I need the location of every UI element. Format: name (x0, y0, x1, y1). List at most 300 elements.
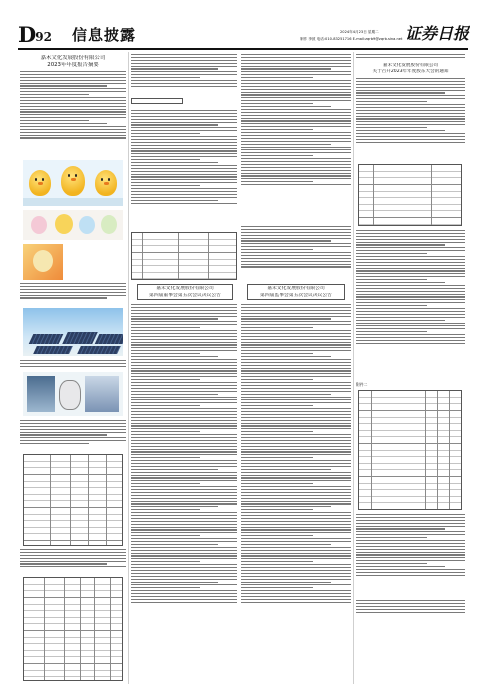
text-line (131, 428, 237, 429)
text-line (131, 388, 237, 389)
text-line (131, 425, 237, 426)
text-line (131, 150, 237, 151)
section-title: 信息披露 (72, 26, 137, 44)
text-line (241, 342, 351, 343)
text-line (241, 129, 313, 130)
text-line (131, 60, 237, 61)
page-number: 92 (35, 30, 52, 44)
text-line (241, 68, 331, 69)
text-line (241, 431, 313, 432)
text-line (356, 107, 465, 108)
text-line (356, 540, 465, 541)
text-line (131, 558, 237, 559)
text-line (131, 469, 218, 470)
text-line (356, 340, 465, 341)
text-line (20, 137, 126, 138)
text-line (356, 81, 465, 82)
text-line (131, 408, 237, 409)
text-line (20, 135, 126, 136)
text-line (131, 373, 237, 374)
text-line (131, 353, 200, 354)
board-resolution-text (131, 304, 237, 682)
text-line (241, 544, 331, 545)
text-line (131, 602, 237, 603)
text-line (241, 555, 351, 556)
text-line (131, 159, 200, 160)
text-line (131, 567, 237, 568)
text-line (356, 325, 465, 326)
text-line (241, 226, 351, 227)
text-line (131, 339, 237, 340)
text-line (131, 515, 237, 516)
text-line (131, 197, 237, 198)
editor-contact: 制作 李波 电话:010-83251716 E-mail:zqrb9@zqrb.sina.net (300, 37, 403, 41)
text-line (20, 561, 126, 562)
text-line (241, 579, 351, 580)
board-resolution-title: 第四届董事会第五次会议决议公告 (149, 293, 221, 298)
text-line (241, 167, 351, 168)
text-line (131, 561, 200, 562)
text-line (131, 518, 237, 519)
text-line (241, 60, 351, 61)
text-line (241, 443, 351, 444)
text-line (356, 136, 465, 137)
text-line (241, 425, 351, 426)
text-line (241, 602, 351, 603)
text-line (241, 550, 351, 551)
text-line (241, 181, 313, 182)
right-column (356, 52, 465, 686)
text-line (356, 328, 465, 329)
text-line (356, 273, 465, 274)
text-line (241, 394, 331, 395)
text-line (241, 310, 351, 311)
text-line (131, 194, 237, 195)
supervisory-resolution-company: 嘉禾文化发展股份有限公司 (267, 286, 325, 291)
text-line (131, 466, 237, 467)
text-line (356, 262, 465, 263)
text-line (356, 259, 465, 260)
text-line (356, 57, 465, 58)
text-line (20, 129, 126, 130)
text-line (241, 92, 351, 93)
text-line (20, 77, 126, 78)
text-line (131, 437, 237, 438)
text-line (356, 233, 465, 234)
middle-column (131, 52, 351, 686)
text-line (131, 495, 237, 496)
text-line (131, 324, 237, 325)
text-line (241, 408, 351, 409)
text-line (241, 376, 351, 377)
column-divider (128, 52, 129, 684)
text-line (131, 344, 237, 345)
text-line (241, 330, 351, 331)
text-line (131, 68, 218, 69)
text-line (241, 350, 351, 351)
text-line (356, 557, 465, 558)
mascot-figures-photo (23, 160, 123, 206)
text-line (241, 229, 351, 230)
text-line (356, 142, 465, 143)
masthead-rule (18, 48, 468, 50)
report-summary-title: 2023年年度报告摘要 (47, 62, 99, 68)
text-line (241, 570, 351, 571)
text-line (20, 286, 126, 287)
text-line (131, 414, 237, 415)
text-line (131, 57, 237, 58)
text-line (241, 541, 351, 542)
text-line (241, 66, 351, 67)
text-line (356, 311, 465, 312)
text-line (20, 563, 107, 564)
text-line (20, 558, 126, 559)
text-line (20, 366, 126, 367)
text-line (20, 94, 89, 95)
page-code (18, 24, 52, 48)
text-line (356, 244, 445, 245)
mascot-toys-photo (23, 210, 123, 240)
text-line (241, 460, 351, 461)
text-line (131, 124, 218, 125)
text-line (356, 331, 427, 332)
text-line (356, 606, 465, 607)
qr-notice-box (131, 98, 183, 104)
text-line (241, 112, 351, 113)
text-line (241, 498, 351, 499)
text-line (131, 573, 237, 574)
text-line (131, 185, 200, 186)
text-line (131, 584, 237, 585)
text-line (356, 282, 445, 283)
text-line (131, 313, 237, 314)
text-line (241, 477, 351, 478)
text-line (356, 543, 465, 544)
text-line (241, 327, 313, 328)
text-line (131, 165, 237, 166)
text-line (356, 575, 465, 576)
text-line (356, 600, 465, 601)
newspaper-logo-text: 证券日报 (404, 24, 470, 43)
issue-date: 2024年4月23日 星期二 (340, 30, 379, 34)
text-line (241, 362, 351, 363)
text-line (241, 347, 351, 348)
text-line (131, 457, 200, 458)
proposals-table (358, 164, 462, 226)
text-line (131, 472, 237, 473)
text-line (20, 111, 126, 112)
report-summary-text-3 (20, 360, 126, 370)
text-line (356, 337, 465, 338)
text-line (241, 109, 351, 110)
text-line (241, 457, 313, 458)
text-line (241, 173, 351, 174)
text-line (131, 171, 237, 172)
text-line (356, 285, 465, 286)
middle-right-text (241, 54, 351, 222)
text-line (356, 87, 465, 88)
text-line (241, 155, 313, 156)
text-line (356, 566, 445, 567)
text-line (356, 95, 465, 96)
text-line (241, 344, 351, 345)
text-line (241, 576, 351, 577)
text-line (20, 126, 126, 127)
text-line (356, 296, 465, 297)
text-line (131, 148, 237, 149)
text-line (356, 546, 465, 547)
financial-data-table (23, 454, 123, 546)
text-line (356, 110, 465, 111)
text-line (131, 434, 237, 435)
text-line (131, 74, 237, 75)
text-line (241, 170, 351, 171)
text-line (356, 323, 465, 324)
text-line (241, 532, 351, 533)
text-line (131, 501, 237, 502)
text-line (131, 321, 237, 322)
text-line (20, 83, 126, 84)
text-line (131, 587, 200, 588)
text-line (241, 446, 351, 447)
text-line (356, 250, 465, 251)
text-line (356, 520, 465, 521)
text-line (131, 66, 237, 67)
text-line (131, 553, 237, 554)
text-line (241, 449, 351, 450)
text-line (131, 590, 237, 591)
text-line (241, 428, 351, 429)
column-divider (353, 52, 354, 684)
text-line (241, 77, 313, 78)
text-line (131, 394, 218, 395)
text-line (241, 365, 351, 366)
text-line (131, 446, 237, 447)
text-line (241, 356, 331, 357)
text-line (20, 440, 126, 441)
text-line (131, 54, 237, 55)
text-line (241, 147, 351, 148)
text-line (131, 555, 237, 556)
text-line (131, 130, 237, 131)
shareholder-table (23, 577, 123, 681)
text-line (241, 402, 351, 403)
text-line (131, 336, 237, 337)
text-line (131, 440, 237, 441)
text-line (131, 145, 237, 146)
text-line (131, 506, 218, 507)
text-line (241, 414, 351, 415)
text-line (241, 434, 351, 435)
proxy-voting-table (358, 390, 462, 510)
text-line (241, 529, 351, 530)
text-line (131, 347, 237, 348)
text-line (241, 451, 351, 452)
text-line (241, 120, 351, 121)
text-line (131, 133, 200, 134)
text-line (131, 492, 237, 493)
text-line (356, 537, 427, 538)
text-line (131, 376, 237, 377)
text-line (131, 532, 237, 533)
text-line (241, 582, 331, 583)
text-line (241, 152, 351, 153)
text-line (131, 463, 237, 464)
text-line (131, 443, 237, 444)
report-summary-text-4 (20, 420, 126, 452)
text-line (241, 475, 351, 476)
text-line (356, 230, 465, 231)
text-line (131, 191, 237, 192)
text-line (131, 509, 200, 510)
text-line (131, 122, 237, 123)
text-line (241, 463, 351, 464)
text-line (131, 116, 237, 117)
text-line (356, 291, 465, 292)
board-resolution-heading (137, 284, 233, 300)
text-line (20, 85, 107, 86)
text-line (356, 133, 465, 134)
text-line (241, 584, 351, 585)
text-line (356, 534, 465, 535)
text-line (241, 115, 351, 116)
text-line (131, 113, 237, 114)
text-line (131, 524, 237, 525)
text-line (241, 472, 351, 473)
text-line (131, 538, 237, 539)
middle-left-text (131, 110, 237, 230)
text-line (356, 572, 465, 573)
text-line (131, 136, 237, 137)
text-line (20, 97, 126, 98)
text-line (356, 549, 465, 550)
text-line (20, 292, 126, 293)
text-line (356, 279, 427, 280)
text-line (356, 78, 465, 79)
text-line (241, 437, 351, 438)
text-line (241, 501, 351, 502)
text-line (356, 302, 465, 303)
text-line (241, 454, 351, 455)
text-line (131, 110, 237, 111)
text-line (131, 596, 237, 597)
text-line (131, 423, 237, 424)
board-resolution-company: 嘉禾文化发展股份有限公司 (156, 286, 214, 291)
text-line (131, 451, 237, 452)
text-line (131, 342, 237, 343)
text-line (241, 593, 351, 594)
board-votes-table (131, 232, 237, 280)
text-line (241, 74, 351, 75)
text-line (20, 114, 126, 115)
text-line (241, 420, 351, 421)
text-line (241, 103, 313, 104)
text-line (131, 570, 237, 571)
text-line (131, 142, 237, 143)
text-line (241, 466, 351, 467)
text-line (131, 382, 237, 383)
text-line (131, 417, 237, 418)
text-line (20, 123, 107, 124)
text-line (356, 139, 465, 140)
text-line (131, 162, 218, 163)
text-line (20, 429, 126, 430)
text-line (241, 266, 351, 267)
text-line (131, 564, 237, 565)
text-line (356, 276, 465, 277)
text-line (131, 174, 237, 175)
text-line (131, 176, 237, 177)
text-line (241, 161, 351, 162)
text-line (356, 612, 465, 613)
text-line (356, 265, 465, 266)
text-line (241, 63, 351, 64)
text-line (131, 63, 237, 64)
supervisory-resolution-text (241, 304, 351, 682)
text-line (20, 71, 126, 72)
text-line (241, 138, 351, 139)
text-line (241, 336, 351, 337)
text-line (241, 558, 351, 559)
text-line (356, 130, 445, 131)
text-line (241, 246, 351, 247)
text-line (356, 554, 465, 555)
text-line (131, 179, 237, 180)
text-line (356, 317, 465, 318)
text-line (131, 316, 237, 317)
text-line (356, 236, 465, 237)
text-line (131, 477, 237, 478)
text-line (241, 385, 351, 386)
text-line (20, 552, 126, 553)
text-line (20, 100, 126, 101)
text-line (241, 235, 351, 236)
text-line (241, 324, 351, 325)
text-line (20, 289, 126, 290)
text-line (20, 283, 126, 284)
text-line (241, 164, 351, 165)
text-line (356, 124, 465, 125)
text-line (131, 318, 218, 319)
text-line (241, 399, 351, 400)
text-line (241, 126, 351, 127)
shareholder-meeting-text (356, 78, 465, 162)
text-line (356, 288, 465, 289)
text-line (20, 423, 126, 424)
text-line (131, 80, 237, 81)
text-line (241, 264, 351, 265)
text-line (241, 252, 351, 253)
text-line (241, 94, 351, 95)
text-line (241, 590, 351, 591)
text-line (241, 54, 351, 55)
text-line (20, 297, 107, 298)
text-line (241, 567, 351, 568)
text-line (356, 104, 465, 105)
text-line (131, 139, 237, 140)
text-line (20, 420, 126, 421)
text-line (131, 200, 218, 201)
text-line (131, 153, 237, 154)
text-line (131, 307, 237, 308)
text-line (241, 353, 313, 354)
shareholder-meeting-company: 嘉禾文化发展股份有限公司 (382, 63, 439, 68)
text-line (356, 84, 465, 85)
text-line (241, 388, 351, 389)
text-line (241, 158, 351, 159)
text-line (356, 514, 465, 515)
text-line (20, 74, 126, 75)
